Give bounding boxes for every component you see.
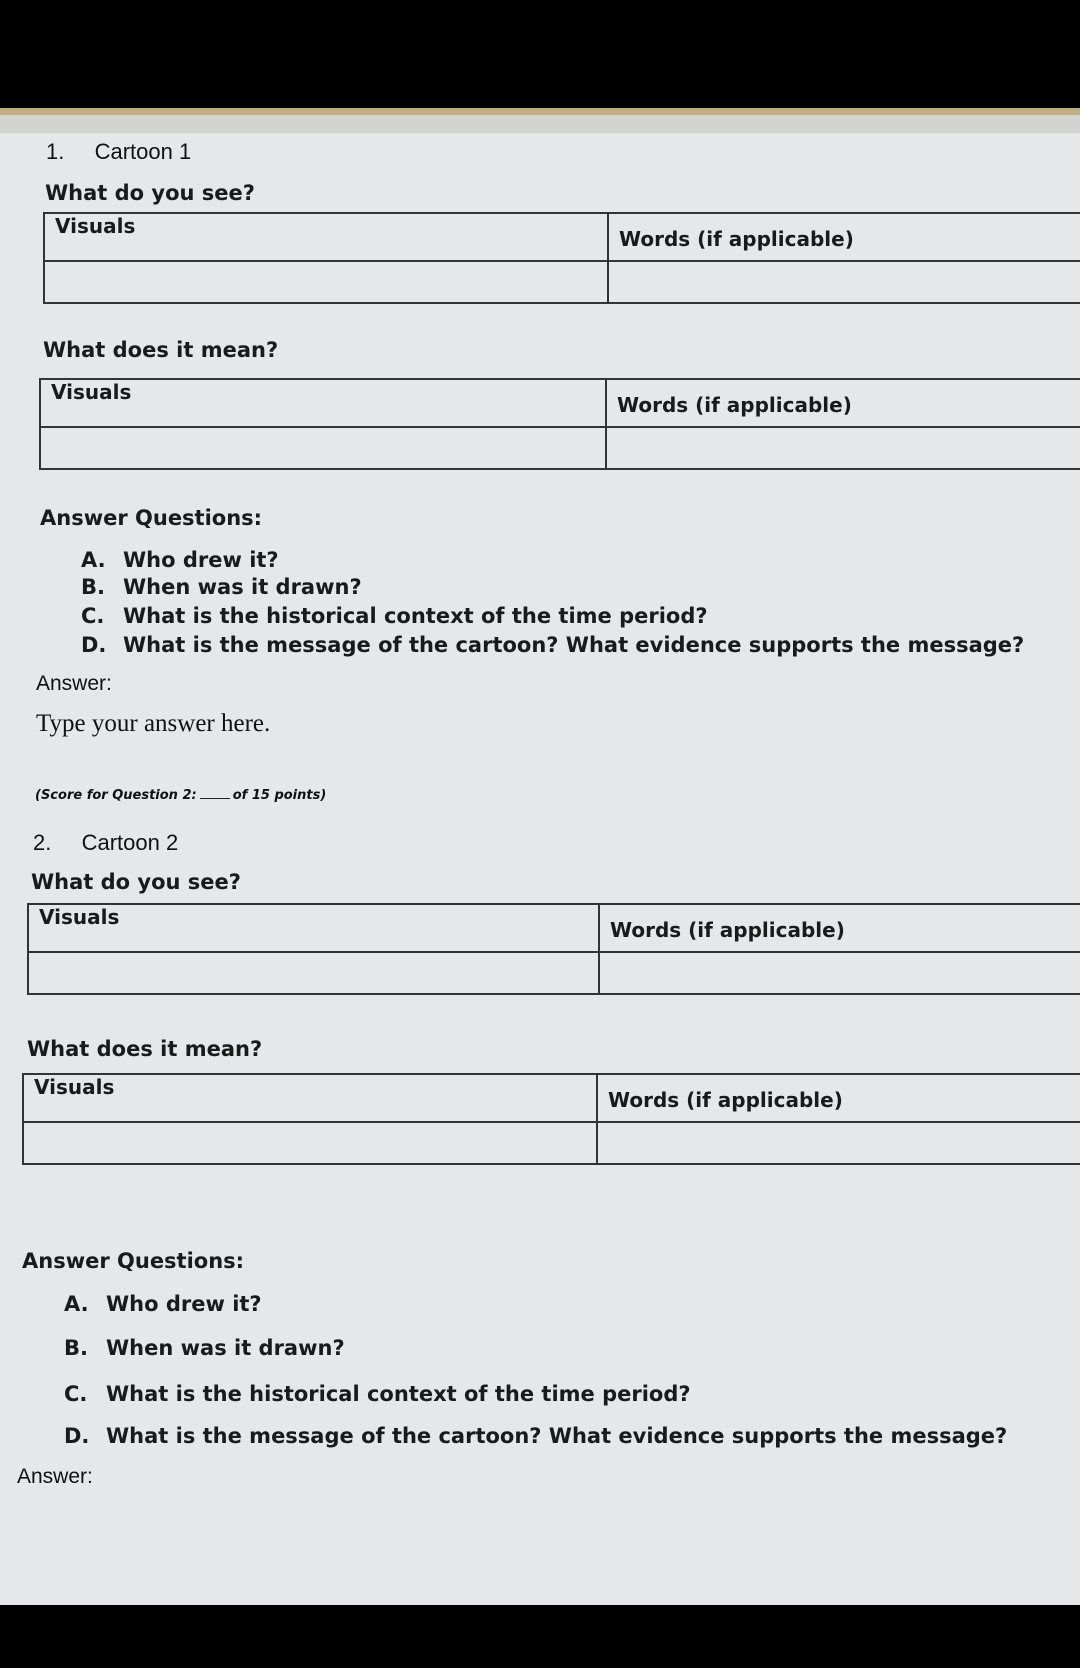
cartoon1-answer-field[interactable]: Type your answer here. bbox=[36, 710, 271, 737]
question-letter: C. bbox=[81, 604, 105, 628]
cartoon2-question-b bbox=[64, 1336, 345, 1360]
question-text: What is the message of the cartoon? What evidence supports the message? bbox=[123, 633, 1025, 657]
question-text: What is the message of the cartoon? What evidence supports the message? bbox=[106, 1424, 1008, 1448]
cartoon1-number: 1. bbox=[46, 139, 65, 164]
question-text: Who drew it? bbox=[106, 1292, 262, 1316]
cartoon2-question-d bbox=[64, 1424, 1007, 1448]
score-prefix: (Score for Question 2: bbox=[35, 788, 197, 803]
cartoon1-title: Cartoon 1 bbox=[94, 139, 192, 164]
cartoon2-answer-questions-heading: Answer Questions: bbox=[22, 1249, 245, 1273]
page-top-edge bbox=[0, 108, 1080, 115]
question-text: When was it drawn? bbox=[106, 1336, 345, 1360]
cartoon1-mean-words-header: Words (if applicable) bbox=[606, 379, 1080, 427]
cartoon2-mean-visuals-header: Visuals bbox=[23, 1074, 597, 1122]
cartoon2-see-heading: What do you see? bbox=[31, 870, 241, 894]
cartoon1-see-visuals-header: Visuals bbox=[44, 213, 608, 261]
question-letter: B. bbox=[64, 1336, 88, 1360]
question-letter: D. bbox=[81, 633, 107, 657]
question-text: Who drew it? bbox=[123, 548, 279, 572]
cartoon2-answer-label: Answer: bbox=[17, 1465, 93, 1488]
cartoon2-heading bbox=[33, 830, 178, 856]
page-header-strip bbox=[0, 115, 1080, 133]
cartoon1-mean-table bbox=[39, 378, 1080, 470]
cartoon2-question-c bbox=[64, 1382, 691, 1406]
cartoon1-mean-heading: What does it mean? bbox=[43, 338, 279, 362]
cartoon1-score-line bbox=[35, 788, 326, 803]
cartoon2-mean-words-header: Words (if applicable) bbox=[597, 1074, 1080, 1122]
question-letter: A. bbox=[81, 548, 106, 572]
question-text: What is the historical context of the time period? bbox=[106, 1382, 691, 1406]
cartoon1-see-heading: What do you see? bbox=[45, 181, 255, 205]
cartoon1-answer-questions-heading: Answer Questions: bbox=[40, 506, 263, 530]
cartoon2-mean-heading: What does it mean? bbox=[27, 1037, 263, 1061]
cartoon2-see-table bbox=[27, 903, 1080, 995]
question-text: What is the historical context of the time period? bbox=[123, 604, 708, 628]
question-letter: C. bbox=[64, 1382, 88, 1406]
cartoon1-mean-words-cell[interactable] bbox=[606, 427, 1080, 469]
cartoon2-see-visuals-cell[interactable] bbox=[28, 952, 599, 994]
cartoon2-mean-visuals-cell[interactable] bbox=[23, 1122, 597, 1164]
question-text: When was it drawn? bbox=[123, 575, 362, 599]
cartoon1-question-c bbox=[81, 604, 708, 628]
cartoon1-mean-visuals-header: Visuals bbox=[40, 379, 606, 427]
cartoon1-answer-label: Answer: bbox=[36, 672, 112, 695]
score-suffix: of 15 points) bbox=[232, 788, 327, 803]
score-blank[interactable] bbox=[200, 798, 230, 799]
cartoon1-see-words-header: Words (if applicable) bbox=[608, 213, 1080, 261]
cartoon2-see-visuals-header: Visuals bbox=[28, 904, 599, 952]
question-letter: A. bbox=[64, 1292, 89, 1316]
cartoon2-mean-table bbox=[22, 1073, 1080, 1165]
cartoon2-mean-words-cell[interactable] bbox=[597, 1122, 1080, 1164]
cartoon1-see-words-cell[interactable] bbox=[608, 261, 1080, 303]
cartoon2-see-words-header: Words (if applicable) bbox=[599, 904, 1080, 952]
cartoon1-question-b bbox=[81, 575, 362, 599]
cartoon1-heading bbox=[46, 139, 191, 165]
cartoon2-question-a bbox=[64, 1292, 262, 1316]
cartoon2-see-words-cell[interactable] bbox=[599, 952, 1080, 994]
cartoon1-question-a bbox=[81, 548, 279, 572]
cartoon1-see-table bbox=[43, 212, 1080, 304]
worksheet-page bbox=[0, 108, 1080, 1605]
cartoon1-question-d bbox=[81, 633, 1024, 657]
cartoon1-mean-visuals-cell[interactable] bbox=[40, 427, 606, 469]
question-letter: D. bbox=[64, 1424, 90, 1448]
cartoon2-number: 2. bbox=[33, 830, 52, 855]
question-letter: B. bbox=[81, 575, 105, 599]
cartoon2-title: Cartoon 2 bbox=[81, 830, 179, 855]
cartoon1-see-visuals-cell[interactable] bbox=[44, 261, 608, 303]
